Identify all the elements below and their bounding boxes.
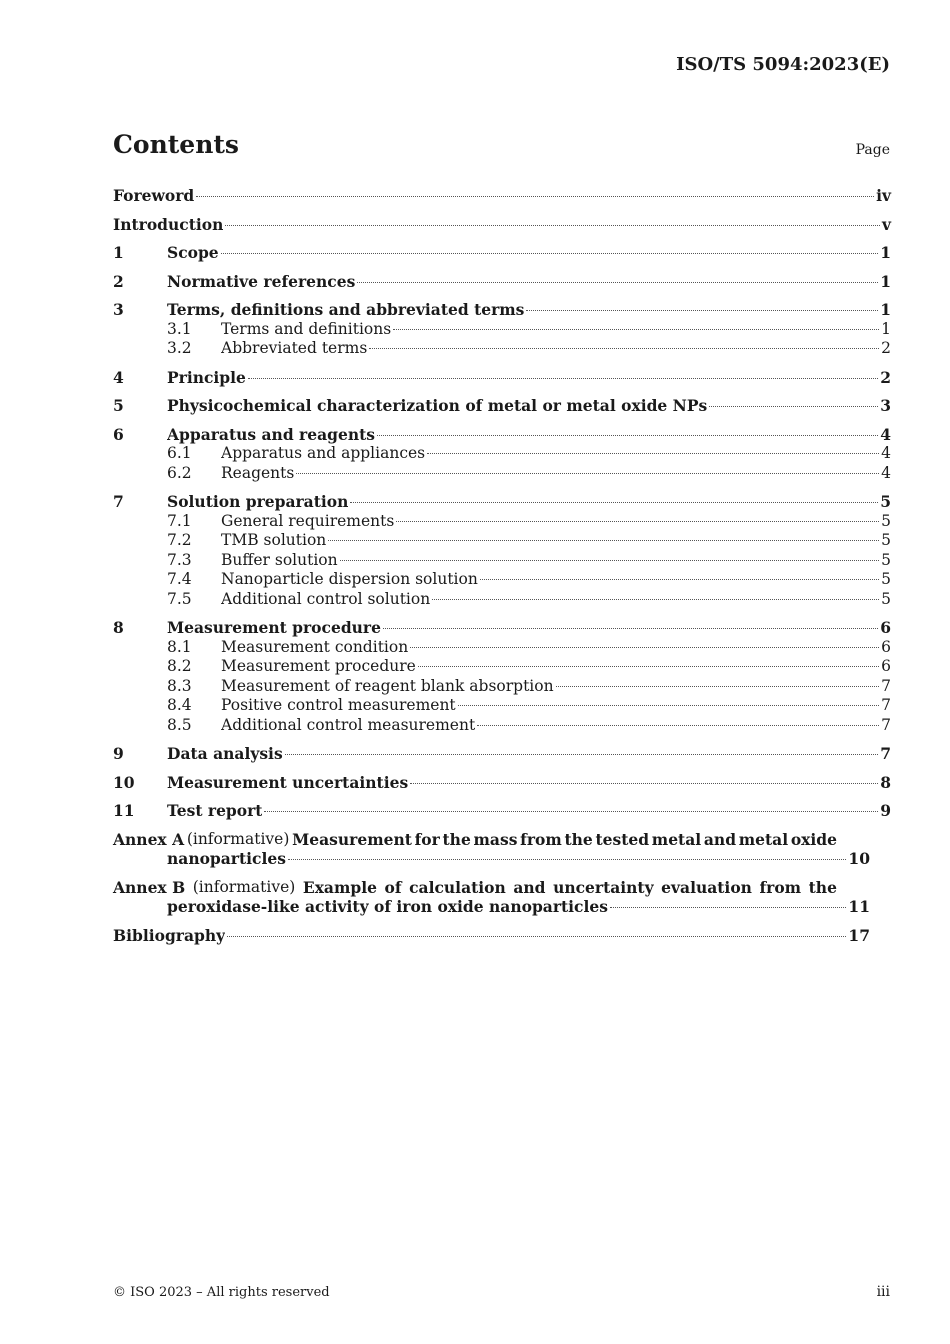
annex-title-line (113, 830, 837, 850)
toc-entry-title: Introduction (113, 214, 224, 234)
annex-title-word: metal (738, 829, 789, 849)
toc-entry-page: v (881, 214, 891, 234)
toc-entry-page: 5 (881, 570, 891, 588)
toc-entry-title: General requirements (221, 511, 395, 530)
leader-dots (709, 406, 878, 407)
leader-dots (480, 579, 879, 580)
toc-entry-page: 3 (880, 396, 891, 415)
toc-entry-page: iv (876, 186, 891, 205)
leader-dots (418, 666, 879, 667)
annex-informative: (informative) (192, 877, 296, 896)
toc-entry[interactable] (113, 339, 891, 359)
toc-entry-title: Measurement condition (221, 637, 409, 656)
toc-entry[interactable] (113, 444, 891, 464)
toc-entry-number: 3.2 (167, 339, 192, 357)
annex-title-word: calculation (409, 877, 506, 897)
leader-dots (264, 811, 878, 812)
toc-entry-number: 8.5 (167, 715, 192, 734)
toc-entry-title: Normative references (167, 271, 356, 291)
toc-entry-number: 7.4 (167, 570, 192, 588)
toc-entry-number: 10 (113, 772, 135, 792)
toc-entry-number: 8 (113, 618, 124, 637)
annex-title-word: metal (651, 829, 702, 849)
toc-entry-title: Apparatus and reagents (167, 424, 375, 444)
leader-dots (383, 628, 878, 629)
leader-dots (350, 502, 878, 503)
toc-entry-title: Data analysis (167, 744, 283, 763)
toc-entry-title: Nanoparticle dispersion solution (221, 570, 478, 588)
toc-entry[interactable] (113, 657, 891, 677)
leader-dots (377, 435, 878, 436)
leader-dots (432, 599, 879, 600)
leader-dots (427, 453, 879, 454)
toc-entry-number: 6 (113, 424, 124, 444)
annex-title-continuation (113, 897, 870, 917)
toc-entry-title: Abbreviated terms (221, 339, 368, 357)
toc-entry-page: 5 (880, 492, 891, 511)
toc-entry-page: 6 (881, 657, 891, 675)
annex-title-rest: peroxidase-like activity of iron oxide nanoparticles (167, 897, 608, 916)
toc-entry-page: 6 (881, 637, 891, 656)
leader-dots (610, 907, 846, 908)
toc-entry-number: 7.1 (167, 511, 192, 530)
toc-entry-title: Measurement of reagent blank absorption (221, 676, 554, 695)
toc-entry-page: 1 (880, 271, 891, 291)
annex-title-word: from (520, 829, 562, 849)
annex-entry[interactable] (113, 830, 891, 869)
annex-title-word: the (442, 829, 471, 849)
leader-dots (328, 540, 879, 541)
leader-dots (410, 647, 879, 648)
annex-title-word: Example (302, 877, 377, 897)
document-id: ISO/TS 5094:2023(E) (676, 54, 890, 75)
toc-entry-page: 8 (880, 772, 891, 792)
annex-title-word: the (808, 877, 837, 897)
leader-dots (340, 560, 880, 561)
toc-entry-number: 8.4 (167, 696, 192, 714)
toc-entry-title: Foreword (113, 186, 195, 205)
footer-page-number: iii (876, 1284, 890, 1300)
toc-entry[interactable] (113, 243, 891, 263)
toc-entry-number: 1 (113, 243, 124, 262)
toc-entry[interactable] (113, 551, 891, 571)
toc-entry-number: 11 (113, 801, 135, 820)
toc-entry-number: 8.1 (167, 637, 192, 656)
toc-entry-page: 5 (881, 511, 891, 530)
toc-entry-page: 4 (880, 424, 891, 444)
toc-entry[interactable] (113, 300, 891, 320)
annex-title-word: oxide (790, 829, 837, 849)
toc-entry[interactable] (113, 464, 891, 484)
toc-entry[interactable] (113, 215, 891, 235)
annex-title-word: mass (473, 829, 518, 849)
leader-dots (396, 521, 879, 522)
leader-dots (393, 329, 879, 330)
leader-dots (357, 282, 878, 283)
toc-entry[interactable] (113, 716, 891, 736)
toc-entry[interactable] (113, 396, 891, 416)
annex-title-rest: nanoparticles (167, 849, 286, 868)
toc-entry-page: 7 (881, 715, 891, 734)
copyright-footer: © ISO 2023 – All rights reserved (113, 1285, 330, 1300)
toc-entry[interactable] (113, 773, 891, 793)
toc-entry-page: 5 (881, 589, 891, 608)
toc-entry[interactable] (113, 638, 891, 658)
toc-entry-title: Test report (167, 801, 263, 820)
toc-entry-page: 2 (881, 339, 891, 357)
annex-title-word: evaluation (661, 877, 752, 897)
toc-entry-page: 4 (881, 463, 891, 482)
page-column-label: Page (855, 142, 890, 158)
toc-entry-title: Additional control measurement (221, 715, 476, 734)
leader-dots (477, 725, 879, 726)
toc-entry-title: Buffer solution (221, 550, 338, 569)
contents-title: Contents (113, 130, 240, 159)
toc-entry-page: 4 (881, 444, 891, 462)
toc-entry-title: Reagents (221, 463, 295, 482)
toc-entry-title: TMB solution (221, 531, 327, 549)
toc-entry-number: 8.2 (167, 657, 192, 675)
leader-dots (248, 378, 878, 379)
toc-entry-title: Positive control measurement (221, 696, 456, 714)
leader-dots (369, 348, 879, 349)
annex-title-word: and (703, 829, 737, 849)
toc-entry-page: 1 (881, 319, 891, 338)
toc-entry-title: Principle (167, 367, 246, 387)
toc-entry-page: 1 (880, 300, 891, 319)
toc-entry-title: Scope (167, 243, 219, 262)
annex-title-word: tested (595, 829, 650, 849)
leader-dots (227, 936, 846, 937)
toc-entry-number: 5 (113, 396, 124, 415)
annex-title-word: for (414, 829, 440, 849)
toc-entry-page: 9 (880, 801, 891, 820)
toc-entry[interactable] (113, 320, 891, 340)
toc-entry-title: Bibliography (113, 925, 226, 945)
annex-label: Annex A (113, 829, 185, 849)
annex-title-word: of (384, 877, 402, 897)
annex-title-line (113, 878, 837, 898)
toc-entry-number: 4 (113, 367, 124, 387)
toc-entry-number: 8.3 (167, 676, 192, 695)
toc-entry-number: 7.5 (167, 589, 192, 608)
toc-entry-number: 6.1 (167, 444, 192, 462)
toc-entry-page: 5 (881, 531, 891, 549)
annex-title-continuation (113, 849, 870, 869)
leader-dots (526, 310, 878, 311)
toc-entry-title: Measurement procedure (221, 657, 416, 675)
toc-entry[interactable] (113, 425, 891, 445)
annex-informative: (informative) (186, 829, 290, 848)
leader-dots (196, 196, 874, 197)
annex-title-word: from (759, 877, 802, 897)
toc-entry-page: 2 (880, 367, 891, 387)
toc-entry-title: Additional control solution (221, 589, 431, 608)
toc-entry-bibliography[interactable] (113, 926, 870, 946)
toc-entry[interactable] (113, 801, 891, 821)
toc-entry-number: 3.1 (167, 319, 192, 338)
toc-entry-title: Measurement uncertainties (167, 772, 409, 792)
annex-entry[interactable] (113, 878, 891, 917)
toc-entry-page: 7 (881, 676, 891, 695)
toc-entry[interactable] (113, 272, 891, 292)
annex-page: 10 (848, 849, 870, 868)
leader-dots (288, 859, 846, 860)
toc-entry[interactable] (113, 696, 891, 716)
toc-entry[interactable] (113, 512, 891, 532)
toc-entry[interactable] (113, 570, 891, 590)
toc-entry-page: 17 (848, 925, 870, 945)
toc-entry-title: Physicochemical characterization of metal or metal oxide NPs (167, 396, 708, 415)
leader-dots (225, 225, 880, 226)
annex-title-word: and (513, 877, 546, 897)
leader-dots (458, 705, 879, 706)
annex-title-word: uncertainty (553, 877, 654, 897)
toc-entry-number: 7.3 (167, 550, 192, 569)
toc-entry-number: 7 (113, 492, 124, 511)
toc-entry[interactable] (113, 531, 891, 551)
toc-entry-page: 5 (881, 550, 891, 569)
annex-title-word: the (564, 829, 593, 849)
toc-entry[interactable] (113, 677, 891, 697)
toc-entry-number: 3 (113, 300, 124, 319)
toc-entry-title: Solution preparation (167, 492, 349, 511)
leader-dots (221, 253, 879, 254)
leader-dots (296, 473, 879, 474)
toc-entry[interactable] (113, 368, 891, 388)
leader-dots (285, 754, 879, 755)
leader-dots (410, 783, 878, 784)
annex-label: Annex B (113, 877, 186, 897)
toc-entry-page: 7 (881, 696, 891, 714)
toc-entry-number: 2 (113, 271, 124, 291)
toc-entry-number: 7.2 (167, 531, 192, 549)
annex-title-word: Measurement (292, 829, 412, 849)
toc-entry-page: 6 (880, 618, 891, 637)
toc-entry-page: 7 (880, 744, 891, 763)
toc-entry-title: Terms and definitions (221, 319, 392, 338)
toc-entry[interactable] (113, 492, 891, 512)
toc-entry-page: 1 (880, 243, 891, 262)
table-of-contents (113, 186, 891, 945)
toc-entry-title: Terms, definitions and abbreviated terms (167, 300, 525, 319)
toc-entry-title: Measurement procedure (167, 618, 381, 637)
annex-page: 11 (848, 897, 870, 916)
toc-entry[interactable] (113, 744, 891, 764)
leader-dots (556, 686, 880, 687)
toc-entry[interactable] (113, 186, 891, 206)
toc-entry-number: 6.2 (167, 463, 192, 482)
toc-entry-title: Apparatus and appliances (221, 444, 426, 462)
toc-entry[interactable] (113, 618, 891, 638)
toc-entry[interactable] (113, 590, 891, 610)
toc-entry-number: 9 (113, 744, 124, 763)
